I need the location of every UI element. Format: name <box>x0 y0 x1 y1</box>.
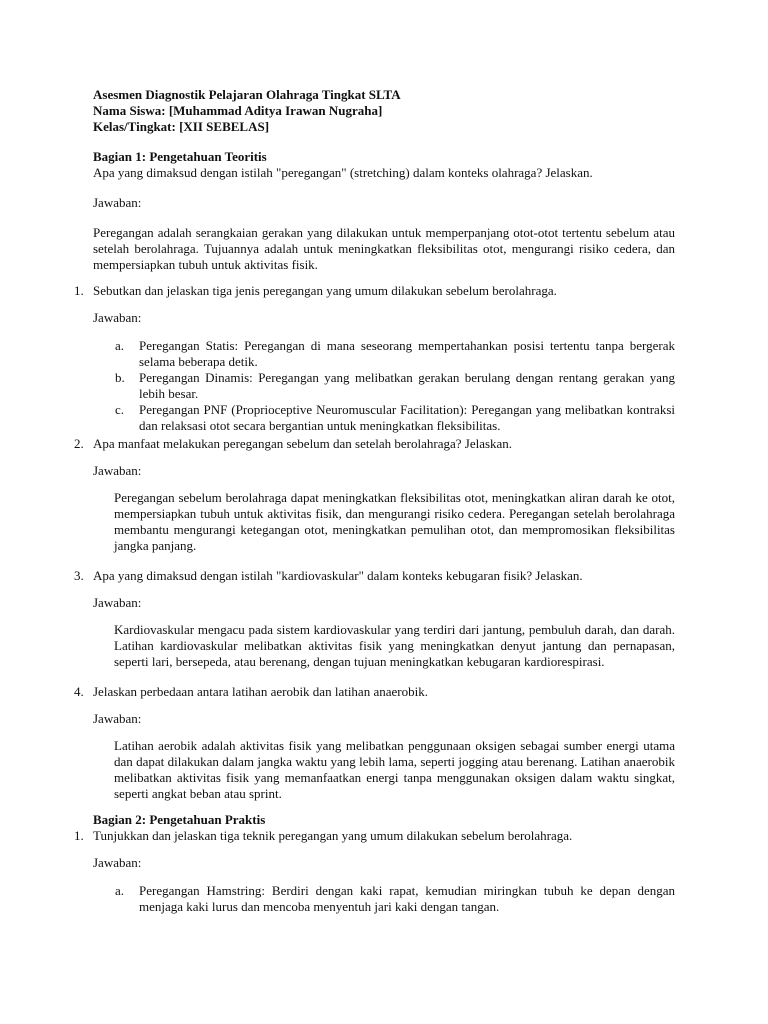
list-item-text: Peregangan PNF (Proprioceptive Neuromuscular Facilitation): Peregangan yang melibatkan kontraksi dan relaksasi otot secara bergantian untuk meningkatkan fleksibilitas. <box>139 402 675 433</box>
question-text: Apa manfaat melakukan peregangan sebelum dan setelah berolahraga? Jelaskan. <box>93 436 513 451</box>
answer-text: Latihan aerobik adalah aktivitas fisik yang melibatkan penggunaan oksigen sebagai sumber energi utama dan dapat dilakukan dalam jangka waktu yang lebih lama, seperti jogging atau berenang. Latihan anaerobik melibatkan aktivitas fisik yang memanfaatkan energi tanpa menggunakan oksigen dalam waktu singkat, seperti angkat beban atau sprint. <box>114 738 675 801</box>
list-item <box>93 338 675 370</box>
list-marker: b. <box>115 370 125 385</box>
answer-label: Jawaban: <box>93 463 142 478</box>
answer-label: Jawaban: <box>93 595 142 610</box>
question-number: 2. <box>74 436 84 451</box>
section2-title: Bagian 2: Pengetahuan Praktis <box>93 812 266 827</box>
section1-question-2 <box>74 436 675 554</box>
section2-question-1 <box>74 828 675 915</box>
answer-label: Jawaban: <box>93 711 142 726</box>
question-number: 1. <box>74 828 84 843</box>
question-text: Jelaskan perbedaan antara latihan aerobik dan latihan anaerobik. <box>93 684 428 699</box>
document-content <box>74 87 675 915</box>
document-header <box>93 87 675 135</box>
question-number: 1. <box>74 283 84 298</box>
section1-intro-question: Apa yang dimaksud dengan istilah "peregangan" (stretching) dalam konteks olahraga? Jelaskan. <box>93 165 593 180</box>
section1-question-1 <box>74 283 675 434</box>
answer-list <box>93 338 675 434</box>
question-number: 4. <box>74 684 84 699</box>
answer-text: Peregangan sebelum berolahraga dapat meningkatkan fleksibilitas otot, meningkatkan aliran darah ke otot, mempersiapkan tubuh untuk aktivitas fisik, dan mengurangi risiko cedera. Peregangan setelah berolahraga membantu mengurangi ketegangan otot, meningkatkan pemulihan otot, dan mempromosikan fleksibilitas jangka panjang. <box>114 490 675 553</box>
student-grade: Kelas/Tingkat: [XII SEBELAS] <box>93 119 270 134</box>
list-marker: c. <box>115 402 125 417</box>
section1-question-4 <box>74 684 675 802</box>
list-item-text: Peregangan Dinamis: Peregangan yang melibatkan gerakan berulang dengan rentang gerakan yang lebih besar. <box>139 370 675 401</box>
list-item <box>93 370 675 402</box>
document-title: Asesmen Diagnostik Pelajaran Olahraga Tingkat SLTA <box>93 87 401 102</box>
list-item <box>93 883 675 915</box>
student-name: Nama Siswa: [Muhammad Aditya Irawan Nugraha] <box>93 103 383 118</box>
section1-intro-answer: Peregangan adalah serangkaian gerakan yang dilakukan untuk memperpanjang otot-otot tertentu sebelum atau setelah berolahraga. Tujuannya adalah untuk meningkatkan fleksibilitas otot, mengurangi risiko cedera, dan mempersiapkan tubuh untuk aktivitas fisik. <box>93 225 675 272</box>
list-item-text: Peregangan Hamstring: Berdiri dengan kaki rapat, kemudian miringkan tubuh ke depan dengan menjaga kaki lurus dan mencoba menyentuh jari kaki dengan tangan. <box>139 883 675 914</box>
list-item-text: Peregangan Statis: Peregangan di mana seseorang mempertahankan posisi tertentu tanpa bergerak selama beberapa detik. <box>139 338 675 369</box>
answer-label: Jawaban: <box>93 855 142 870</box>
answer-list <box>93 883 675 915</box>
section1-title: Bagian 1: Pengetahuan Teoritis <box>93 149 267 164</box>
question-text: Apa yang dimaksud dengan istilah "kardiovaskular" dalam konteks kebugaran fisik? Jelaskan. <box>93 568 583 583</box>
section1-question-3 <box>74 568 675 670</box>
question-text: Sebutkan dan jelaskan tiga jenis peregangan yang umum dilakukan sebelum berolahraga. <box>93 283 557 298</box>
answer-text: Kardiovaskular mengacu pada sistem kardiovaskular yang terdiri dari jantung, pembuluh darah, dan darah. Latihan kardiovaskular melibatkan aktivitas fisik yang meningkatkan denyut jantung dan pernapasan, seperti lari, bersepeda, atau berenang, dengan tujuan meningkatkan kebugaran kardiorespirasi. <box>114 622 675 669</box>
section1-intro-answer-label: Jawaban: <box>93 195 142 210</box>
question-number: 3. <box>74 568 84 583</box>
question-text: Tunjukkan dan jelaskan tiga teknik peregangan yang umum dilakukan sebelum berolahraga. <box>93 828 573 843</box>
answer-label: Jawaban: <box>93 310 142 325</box>
list-item <box>93 402 675 434</box>
list-marker: a. <box>115 338 125 353</box>
list-marker: a. <box>115 883 125 898</box>
